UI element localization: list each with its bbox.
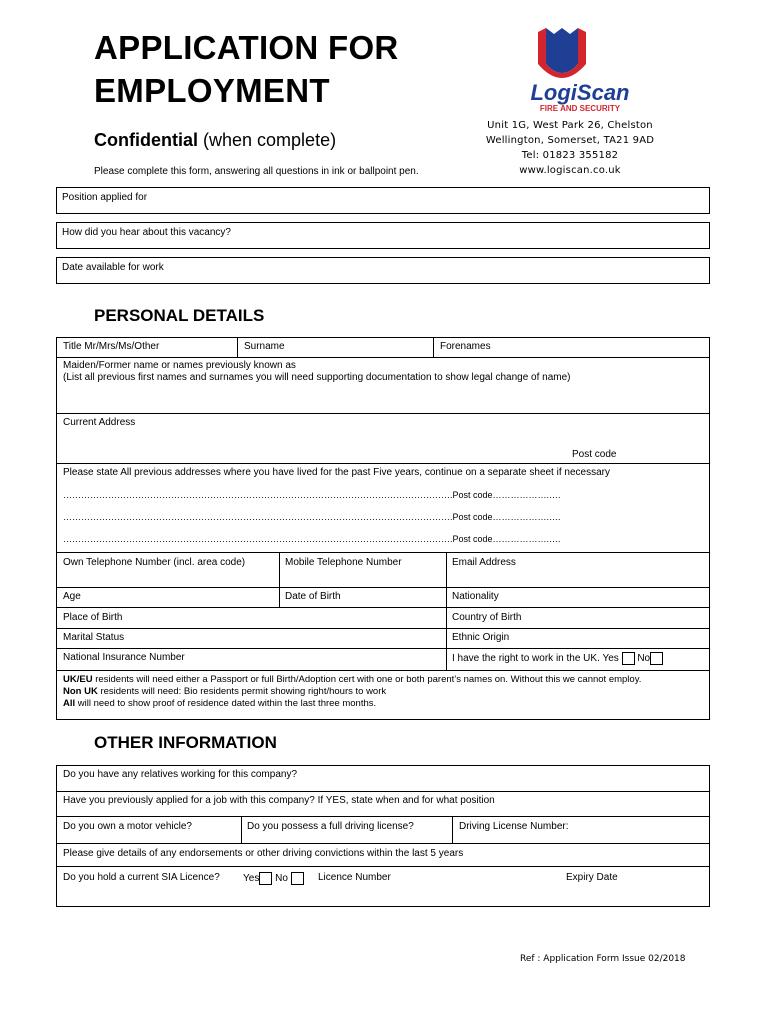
position-label: Position applied for [62,192,148,203]
confidential-bold: Confidential [94,130,198,150]
forenames-label: Forenames [440,341,491,352]
personal-details-heading: PERSONAL DETAILS [94,306,265,325]
previous-address-line-1[interactable]: ………………………………………………………………………………………………………………….Post code……………….…. [63,490,561,500]
post-code-label: Post code [572,449,617,460]
address-line-1: Unit 1G, West Park 26, Chelston [487,120,653,131]
maiden-name-label: Maiden/Former name or names previously known as [63,360,296,371]
confidential-note: (when complete) [203,130,337,150]
sia-yes-checkbox[interactable] [259,872,272,885]
own-phone-label: Own Telephone Number (incl. area code) [63,557,246,568]
title-label: Title Mr/Mrs/Ms/Other [63,341,160,352]
instructions: Please complete this form, answering all questions in ink or ballpoint pen. [94,166,419,177]
id-note-all [63,698,376,709]
dob-label: Date of Birth [285,591,341,602]
form-title [94,26,399,112]
right-to-work-text: I have the right to work in the UK. Yes [452,653,619,665]
previous-address-line-3[interactable]: ………………………………………………………………………………………………………………….Post code……………….…. [63,534,561,544]
previously-applied-label: Have you previously applied for a job with this company? If YES, state when and for what position [63,795,495,806]
logo-name: LogiScan [530,80,630,105]
sia-no-checkbox[interactable] [291,872,304,885]
maiden-name-note: (List all previous first names and surnames you will need supporting documentation to show legal change of name) [63,372,571,383]
sia-licence-number-label: Licence Number [318,872,391,883]
company-address [470,118,670,178]
right-to-work-yes-checkbox[interactable] [622,652,635,665]
logo-tagline: FIRE AND SECURITY [539,104,621,113]
title-line-2: EMPLOYMENT [94,72,330,109]
country-of-birth-label: Country of Birth [452,612,522,623]
sia-expiry-label: Expiry Date [566,872,618,883]
sia-licence-label: Do you hold a current SIA Licence? [63,872,220,883]
license-number-label: Driving License Number: [459,821,569,832]
nationality-label: Nationality [452,591,499,602]
mobile-label: Mobile Telephone Number [285,557,402,568]
sia-options [243,872,304,885]
id-note-all-bold: All [63,698,76,709]
id-note-non-uk-bold: Non UK [63,686,98,697]
surname-label: Surname [244,341,285,352]
company-phone: Tel: 01823 355182 [521,150,619,161]
id-note-all-text: will need to show proof of residence dated within the last three months. [75,698,377,709]
ni-number-label: National Insurance Number [63,652,185,663]
marital-status-label: Marital Status [63,632,125,643]
other-information-heading: OTHER INFORMATION [94,733,277,752]
vacancy-source-field[interactable] [56,222,710,249]
endorsements-label: Please give details of any endorsements or other driving convictions within the last 5 years [63,848,464,859]
sia-yes-label: Yes [243,873,260,885]
personal-details-table [56,337,710,720]
id-note-uk-eu-bold: UK/EU [63,674,93,685]
confidential-label [94,130,336,151]
previous-addresses-label: Please state All previous addresses where you have lived for the past Five years, continue on a separate sheet if necessary [63,467,610,478]
id-note-non-uk [63,686,386,697]
age-label: Age [63,591,81,602]
other-information-table [56,765,710,907]
right-to-work-no-label: No [637,653,651,665]
position-field[interactable] [56,187,710,214]
vacancy-source-label: How did you hear about this vacancy? [62,227,231,238]
right-to-work-no-checkbox[interactable] [650,652,663,665]
place-of-birth-label: Place of Birth [63,612,123,623]
sia-no-label: No [275,873,288,885]
form-reference: Ref : Application Form Issue 02/2018 [520,954,686,964]
driving-license-label: Do you possess a full driving license? [247,821,414,832]
date-available-field[interactable] [56,257,710,284]
company-logo [510,24,650,116]
current-address-label: Current Address [63,417,136,428]
previous-address-line-2[interactable]: ………………………………………………………………………………………………………………….Post code……………….…. [63,512,561,522]
date-available-label: Date available for work [62,262,164,273]
id-note-non-uk-text: residents will need: Bio residents permit showing right/hours to work [97,686,387,697]
right-to-work-label [452,652,663,665]
address-line-2: Wellington, Somerset, TA21 9AD [485,135,655,146]
ethnic-origin-label: Ethnic Origin [452,632,510,643]
id-note-uk-eu [63,674,641,685]
relatives-label: Do you have any relatives working for this company? [63,769,298,780]
id-note-uk-eu-text: residents will need either a Passport or full Birth/Adoption cert with one or both parent’s names on. Without this we cannot employ. [92,674,642,685]
motor-vehicle-label: Do you own a motor vehicle? [63,821,192,832]
company-web: www.logiscan.co.uk [519,165,621,176]
title-line-1: APPLICATION FOR [94,29,399,66]
email-label: Email Address [452,557,516,568]
